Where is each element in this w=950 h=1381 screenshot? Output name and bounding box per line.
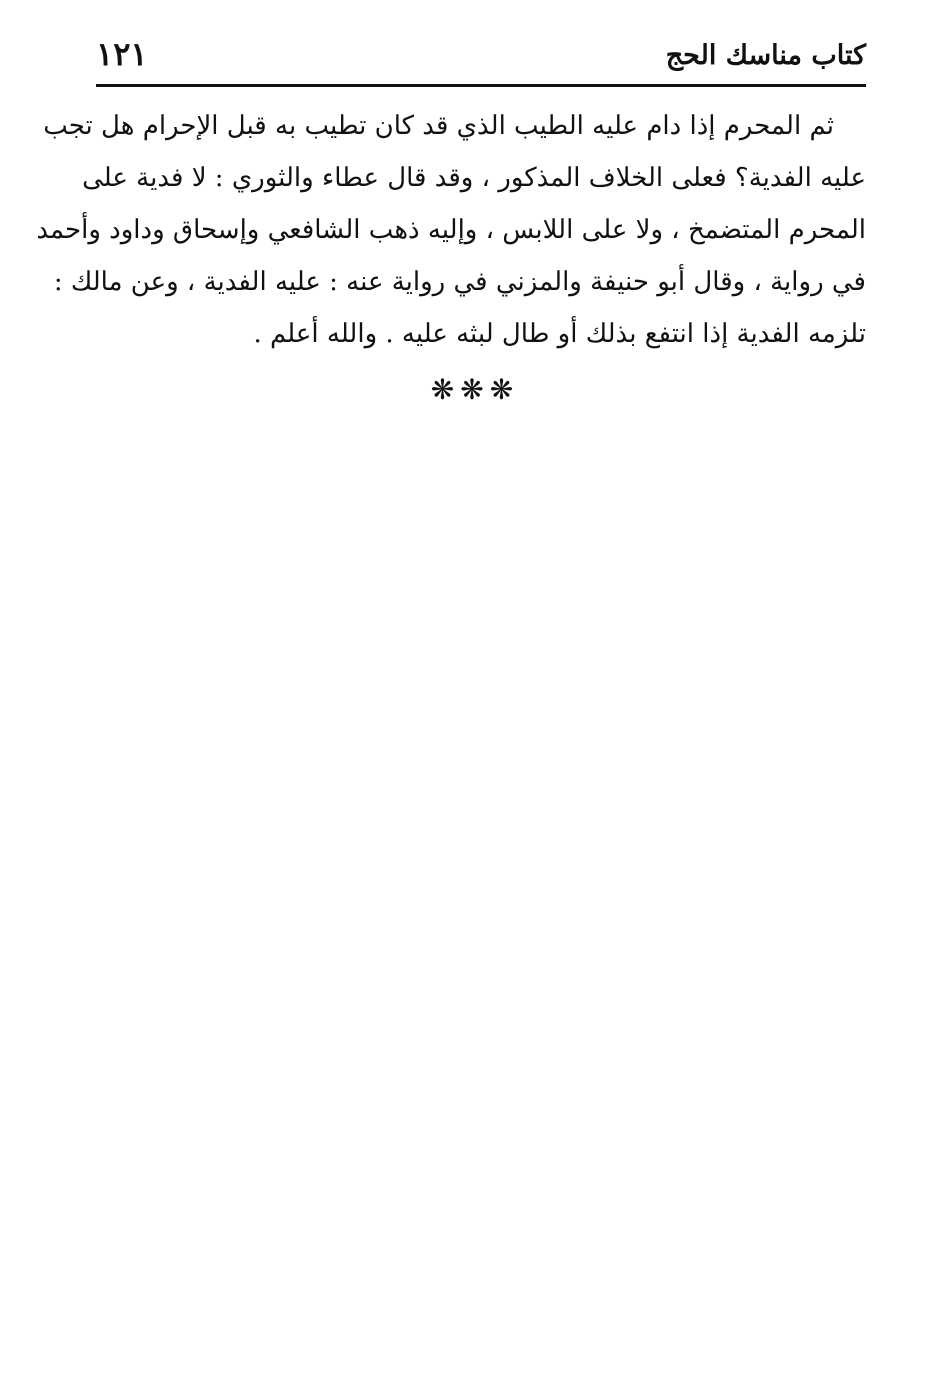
text-line-1: ثم المحرم إذا دام عليه الطيب الذي قد كان تطيب به قبل الإحرام هل تجب bbox=[43, 111, 834, 141]
section-separator-ornament: ❋❋❋ bbox=[430, 373, 520, 406]
text-line-3: المحرم المتضمخ ، ولا على اللابس ، وإليه ذهب الشافعي وإسحاق وداود وأحمد bbox=[36, 215, 866, 245]
header-rule bbox=[96, 84, 866, 87]
text-line-5: تلزمه الفدية إذا انتفع بذلك أو طال لبثه عليه . والله أعلم . bbox=[253, 319, 866, 349]
page-number: ١٢١ bbox=[96, 35, 148, 73]
running-header bbox=[96, 34, 866, 80]
book-title: كتاب مناسك الحج bbox=[665, 40, 866, 71]
text-line-4: في رواية ، وقال أبو حنيفة والمزني في رواية عنه : عليه الفدية ، وعن مالك : bbox=[53, 267, 866, 297]
body-paragraph bbox=[36, 100, 866, 360]
text-line-2: عليه الفدية؟ فعلى الخلاف المذكور ، وقد قال عطاء والثوري : لا فدية على bbox=[82, 163, 866, 193]
